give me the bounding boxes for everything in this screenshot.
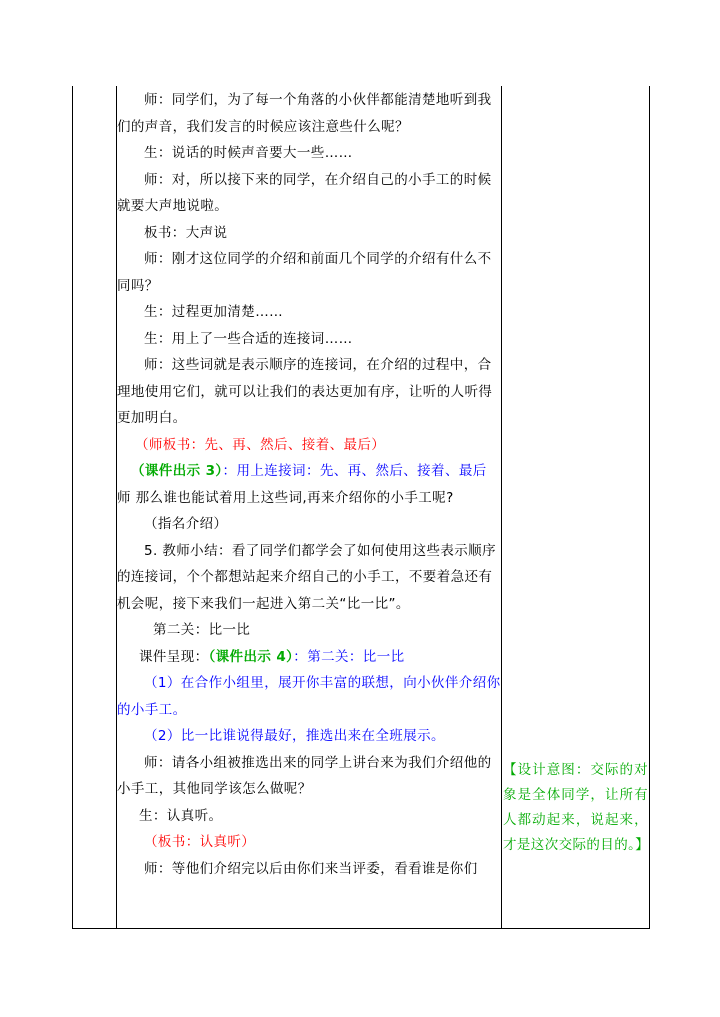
courseware-label: （课件出示 3）	[131, 463, 223, 479]
paragraph: 生：用上了一些合适的连接词……	[144, 330, 353, 347]
section-title: 第二关：比一比	[153, 622, 251, 638]
design-intent-note: 【设计意图：交际的对象是全体同学，让所有人都动起来，说起来，才是这次交际的目的。】	[503, 762, 650, 853]
courseware-line: 课件呈现：（课件出示 4）：第二关：比一比	[139, 648, 405, 665]
courseware-text: ：第二关：比一比	[293, 648, 405, 665]
paragraph: 板书：大声说	[144, 224, 228, 241]
paragraph: 师：对，所以接下来的同学，在介绍自己的小手工的时候就要大声地说啦。	[117, 171, 492, 214]
design-intent-cell	[503, 758, 648, 858]
paragraph: 生：说话的时候声音要大一些……	[144, 145, 353, 161]
paragraph: （指名介绍）	[144, 516, 228, 532]
paragraph: 师：请各小组被推选出来的同学上讲台来为我们介绍他的小手工，其他同学该怎么做呢？	[117, 754, 492, 797]
table-right-border	[649, 86, 650, 929]
paragraph: 生：过程更加清楚……	[144, 304, 283, 320]
paragraph: 师：同学们，为了每一个角落的小伙伴都能清楚地听到我们的声音，我们发言的时候应该注意些什么呢？	[117, 92, 492, 135]
task-item: （2）比一比谁说得最好，推选出来在全班展示。	[144, 728, 445, 744]
courseware-text: ：用上连接词：先、再、然后、接着、最后	[222, 463, 487, 479]
paragraph: 师：等他们介绍完以后由你们来当评委，看看谁是你们	[144, 860, 478, 877]
table-left-border	[72, 86, 73, 929]
paragraph: 师：这些词就是表示顺序的连接词，在介绍的过程中，合理地使用它们，就可以让我们的表达更加有序，让听的人听得更加明白。	[117, 357, 493, 426]
lesson-content-cell	[117, 87, 501, 882]
task-item: （1）在合作小组里，展开你丰富的联想，向小伙伴介绍你的小手工。	[117, 675, 501, 718]
table-col-divider-2	[501, 86, 502, 929]
paragraph: 师 那么谁也能试着用上这些词,再来介绍你的小手工呢?	[117, 489, 454, 506]
teacher-summary: 5. 教师小结：看了同学们都学会了如何使用这些表示顺序的连接词，个个都想站起来介绍自己的小手工，不要着急还有机会呢，接下来我们一起进入第二关“比一比”。	[117, 542, 496, 612]
table-bottom-border	[72, 928, 650, 929]
courseware-label: （课件出示 4）	[208, 648, 294, 665]
paragraph: 生：认真听。	[139, 807, 223, 824]
board-note-red: （板书：认真听）	[144, 834, 256, 850]
courseware-line	[117, 458, 501, 485]
board-note-red: （师板书：先、再、然后、接着、最后）	[135, 436, 386, 453]
paragraph: 师：刚才这位同学的介绍和前面几个同学的介绍有什么不同吗？	[117, 251, 492, 294]
